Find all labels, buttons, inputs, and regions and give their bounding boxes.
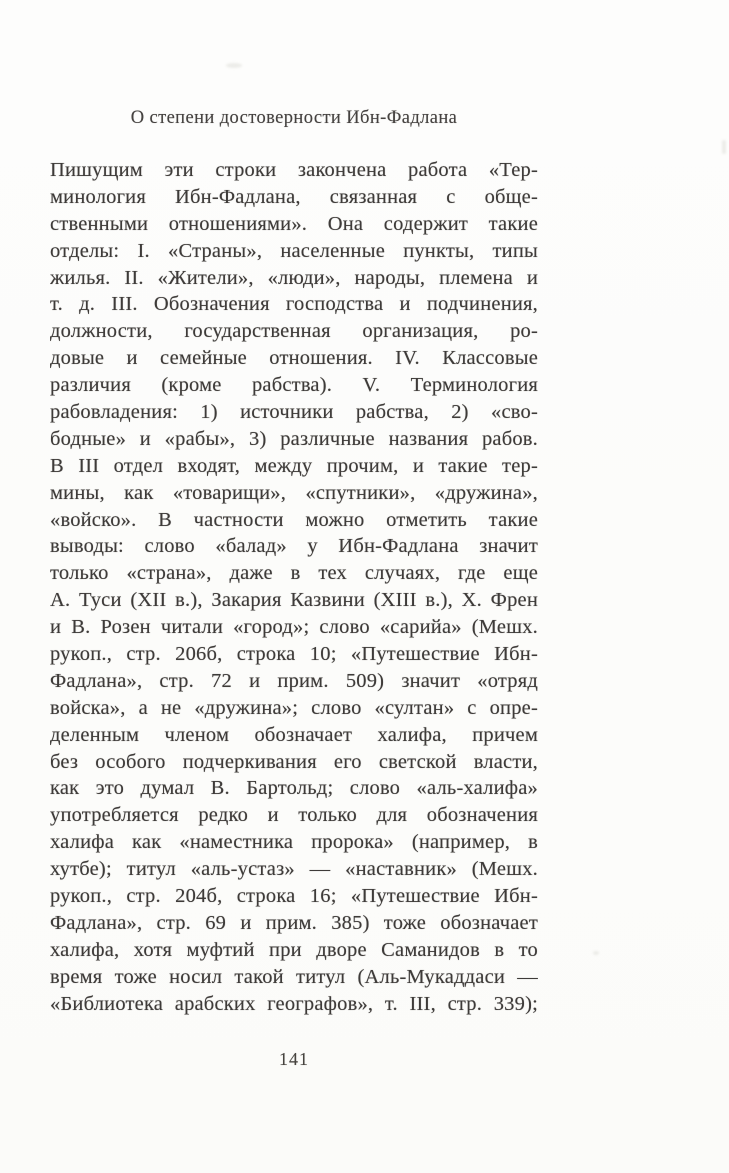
text-line: рабовладения: 1) источники рабства, 2) «сво- (50, 401, 538, 424)
text-line: «войско». В частности можно отметить такие (50, 508, 538, 531)
text-line: войска», а не «дружина»; слово «султан» с опре- (50, 696, 538, 719)
text-line: жилья. II. «Жители», «люди», народы, племена и (50, 266, 538, 289)
text-line: время тоже носил такой титул (Аль-Мукаддаси — (50, 965, 538, 988)
text-line: минология Ибн-Фадлана, связанная с обще- (50, 185, 538, 208)
text-line: рукоп., стр. 206б, строка 10; «Путешествие Ибн- (50, 643, 538, 666)
text-line: бодные» и «рабы», 3) различные названия рабов. (50, 427, 538, 450)
text-line: довые и семейные отношения. IV. Классовые (50, 347, 538, 370)
text-line: употребляется редко и только для обозначения (50, 804, 538, 827)
scan-speck (722, 140, 726, 154)
text-line: и В. Розен читали «город»; слово «сарийа» (Мешх. (50, 616, 538, 639)
scan-speck (593, 951, 599, 955)
text-line: хутбе); титул «аль-устаз» — «наставник» (Мешх. (50, 858, 538, 881)
running-head: О степени достоверности Ибн-Фадлана (130, 108, 458, 128)
text-line: отделы: I. «Страны», населенные пункты, типы (50, 239, 538, 262)
text-line: без особого подчеркивания его светской власти, (50, 750, 538, 773)
text-line: рукоп., стр. 204б, строка 16; «Путешествие Ибн- (50, 885, 538, 908)
text-line: только «страна», даже в тех случаях, где еще (50, 562, 538, 585)
text-line: Фадлана», стр. 69 и прим. 385) тоже обозначает (50, 911, 538, 934)
scan-speck (226, 63, 242, 68)
text-line: «Библиотека арабских географов», т. III, стр. 339); (50, 992, 538, 1015)
text-line: халифа как «наместника пророка» (например, в (50, 831, 538, 854)
text-line: как это думал В. Бартольд; слово «аль-халифа» (50, 777, 538, 800)
page-number: 141 (279, 1049, 309, 1069)
text-line: должности, государственная организация, ро- (50, 320, 538, 343)
text-line: халифа, хотя муфтий при дворе Саманидов в то (50, 938, 538, 961)
text-line: выводы: слово «балад» у Ибн-Фадлана значит (50, 535, 538, 558)
text-line: Пишущим эти строки закончена работа «Тер- (50, 159, 538, 181)
text-line: деленным членом обозначает халифа, причем (50, 723, 538, 746)
body-text (50, 157, 538, 1018)
text-line: ственными отношениями». Она содержит такие (50, 212, 538, 235)
text-line: мины, как «товарищи», «спутники», «дружина», (50, 481, 538, 504)
text-line: Фадлана», стр. 72 и прим. 509) значит «отряд (50, 669, 538, 692)
text-line: т. д. III. Обозначения господства и подчинения, (50, 293, 538, 316)
text-line: различия (кроме рабства). V. Терминология (50, 374, 538, 397)
text-line: А. Туси (XII в.), Закария Казвини (XIII в.), Х. Френ (50, 589, 538, 612)
text-line: В III отдел входят, между прочим, и такие тер- (50, 454, 538, 477)
